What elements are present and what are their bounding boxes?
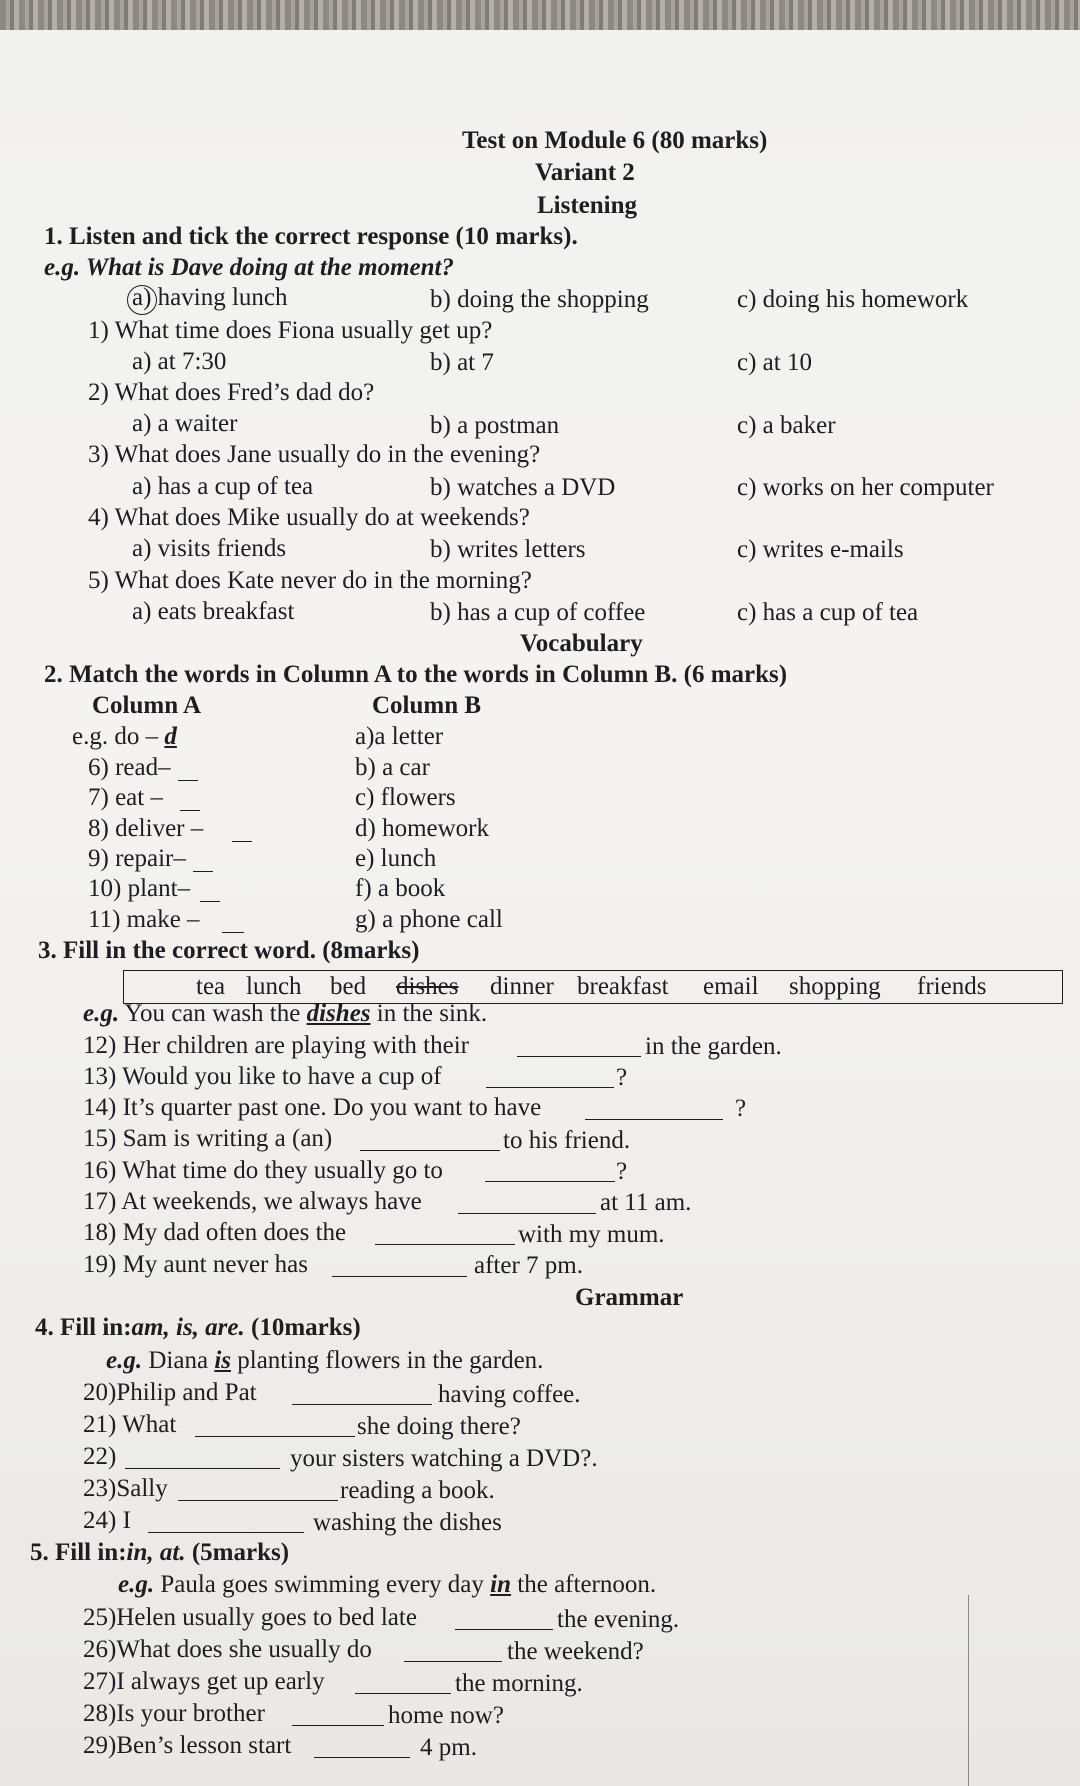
word-bank-item: friends <box>917 973 987 1000</box>
fill-item-14-after: ? <box>735 1095 747 1122</box>
fill-item-15-after: to his friend. <box>503 1127 631 1154</box>
word-bank-item: lunch <box>246 973 302 1000</box>
fill-item-16-after: ? <box>616 1158 628 1185</box>
question-1: 1) What time does Fiona usually get up? <box>88 317 493 344</box>
variant-label: Variant 2 <box>535 159 635 186</box>
answer-blank[interactable] <box>125 1468 280 1469</box>
answer-blank[interactable] <box>314 1757 410 1758</box>
column-a-item: 8) deliver – <box>88 815 204 842</box>
answer-blank[interactable] <box>178 780 198 781</box>
fill-item-17: 17) At weekends, we always have <box>83 1188 422 1215</box>
grammar-item-20: 20)Philip and Pat <box>83 1379 257 1406</box>
answer-blank[interactable] <box>292 1725 384 1726</box>
grammar-heading: Grammar <box>575 1284 684 1311</box>
word-bank-item-used: dishes <box>396 973 459 1000</box>
task-4-words: am, is, are. <box>131 1314 245 1341</box>
example-answer: is <box>214 1347 231 1374</box>
task-4-instruction <box>35 1313 361 1343</box>
example-answer: in <box>490 1571 512 1598</box>
example-text: You can wash the <box>124 1000 307 1027</box>
task-4-example <box>106 1346 543 1376</box>
answer-blank[interactable] <box>360 1150 500 1151</box>
column-a-item: 6) read– <box>88 754 171 781</box>
vocabulary-heading: Vocabulary <box>520 630 643 657</box>
fill-item-18-after: with my mum. <box>518 1221 665 1248</box>
task-1-instruction: 1. Listen and tick the correct response (10 marks). <box>44 223 578 250</box>
grammar-item-25-after: the evening. <box>557 1606 680 1633</box>
answer-blank[interactable] <box>486 1087 614 1088</box>
column-b-item: a)a letter <box>355 723 444 750</box>
answer-blank[interactable] <box>180 810 200 811</box>
answer-blank[interactable] <box>232 841 252 842</box>
answer-blank[interactable] <box>355 1693 451 1694</box>
grammar-item-22: 22) <box>83 1443 117 1470</box>
column-a-item: 7) eat – <box>88 784 163 811</box>
fill-item-17-after: at 11 am. <box>600 1189 692 1216</box>
column-b-item: f) a book <box>355 875 446 902</box>
grammar-item-20-after: having coffee. <box>438 1381 581 1408</box>
column-a-item: 10) plant– <box>88 875 191 902</box>
grammar-item-23: 23)Sally <box>83 1475 168 1502</box>
fill-item-18: 18) My dad often does the <box>83 1219 347 1246</box>
task-5-example <box>118 1570 656 1600</box>
q4-option-a: a) visits friends <box>132 535 287 562</box>
example-text: the afternoon. <box>511 1571 657 1598</box>
fill-item-15: 15) Sam is writing a (an) <box>83 1125 333 1152</box>
answer-blank[interactable] <box>200 901 220 902</box>
grammar-item-25: 25)Helen usually goes to bed late <box>83 1604 417 1631</box>
match-example <box>72 722 177 752</box>
column-b-item: e) lunch <box>355 845 437 872</box>
task-3-instruction: 3. Fill in the correct word. (8marks) <box>38 937 420 964</box>
answer-blank[interactable] <box>193 871 213 872</box>
match-example-answer: d <box>164 723 177 750</box>
column-a-item: 11) make – <box>88 906 200 933</box>
grammar-item-22-after: your sisters watching a DVD?. <box>290 1445 598 1472</box>
grammar-item-24: 24) I <box>83 1507 131 1534</box>
answer-blank[interactable] <box>195 1436 355 1437</box>
grammar-item-23-after: reading a book. <box>340 1477 495 1504</box>
task-5-marks: (5marks) <box>185 1539 290 1566</box>
answer-blank[interactable] <box>517 1056 641 1057</box>
column-a-item: 9) repair– <box>88 845 186 872</box>
fill-item-19-after: after 7 pm. <box>474 1252 583 1279</box>
task-2-instruction: 2. Match the words in Column A to the words in Column B. (6 marks) <box>44 661 788 688</box>
answer-blank[interactable] <box>222 932 244 933</box>
word-bank-item: email <box>703 973 759 1000</box>
word-bank-item: bed <box>330 973 367 1000</box>
grammar-item-27: 27)I always get up early <box>83 1668 325 1695</box>
fill-example <box>83 999 487 1029</box>
question-3: 3) What does Jane usually do in the evening? <box>88 441 541 468</box>
page-fold-line <box>968 1595 969 1786</box>
task-5-words: in, at. <box>126 1539 186 1566</box>
example-text: in the sink. <box>370 1000 488 1027</box>
q5-option-c: c) has a cup of tea <box>737 599 919 626</box>
grammar-item-21: 21) What <box>83 1411 177 1438</box>
example-text: Paula goes swimming every day <box>160 1571 491 1598</box>
q1-option-c: c) at 10 <box>737 349 812 376</box>
example-text: planting flowers in the garden. <box>231 1347 544 1374</box>
column-b-header: Column B <box>372 692 482 719</box>
grammar-item-26: 26)What does she usually do <box>83 1636 372 1663</box>
example-prefix: e.g. <box>106 1347 143 1374</box>
question-4: 4) What does Mike usually do at weekends? <box>88 504 530 531</box>
q3-option-c: c) works on her computer <box>737 474 994 501</box>
fill-item-12: 12) Her children are playing with their <box>83 1032 469 1059</box>
grammar-item-29: 29)Ben’s lesson start <box>83 1732 292 1759</box>
word-bank-item: dinner <box>490 973 554 1000</box>
q4-option-c: c) writes e-mails <box>737 536 904 563</box>
grammar-item-28-after: home now? <box>388 1702 504 1729</box>
column-b-item: d) homework <box>355 815 489 842</box>
q1-option-a: a) at 7:30 <box>132 348 227 375</box>
example-option-b: b) doing the shopping <box>430 286 649 313</box>
q2-option-b: b) a postman <box>430 412 560 439</box>
fill-item-14: 14) It’s quarter past one. Do you want to have <box>83 1094 542 1121</box>
q3-option-b: b) watches a DVD <box>430 474 616 501</box>
q2-option-a: a) a waiter <box>132 410 238 437</box>
task-4-prefix: 4. Fill in: <box>35 1314 132 1341</box>
grammar-item-24-after: washing the dishes <box>313 1509 502 1536</box>
word-bank-item: shopping <box>789 973 881 1000</box>
test-title: Test on Module 6 (80 marks) <box>462 127 768 154</box>
answer-blank[interactable] <box>332 1276 467 1277</box>
column-a-header: Column A <box>92 692 202 719</box>
listening-heading: Listening <box>537 192 638 219</box>
answer-blank[interactable] <box>375 1244 515 1245</box>
grammar-item-29-after: 4 pm. <box>420 1734 477 1761</box>
q2-option-c: c) a baker <box>737 412 836 439</box>
task-5-instruction <box>30 1538 289 1568</box>
grammar-item-26-after: the weekend? <box>507 1638 644 1665</box>
column-b-item: b) a car <box>355 754 430 781</box>
q5-option-a: a) eats breakfast <box>132 598 295 625</box>
q3-option-a: a) has a cup of tea <box>132 473 314 500</box>
word-bank-item: breakfast <box>577 973 669 1000</box>
match-example-prefix: e.g. do – <box>72 723 165 750</box>
answer-blank[interactable] <box>292 1404 432 1405</box>
example-option-c: c) doing his homework <box>737 286 969 313</box>
q4-option-b: b) writes letters <box>430 536 586 563</box>
example-prefix: e.g. <box>83 1000 120 1027</box>
grammar-item-21-after: she doing there? <box>357 1413 521 1440</box>
question-5: 5) What does Kate never do in the morning? <box>88 567 532 594</box>
answer-blank[interactable] <box>148 1532 304 1533</box>
example-option-a: a) having lunch <box>132 284 288 311</box>
answer-blank[interactable] <box>178 1500 338 1501</box>
task-4-marks: (10marks) <box>244 1314 361 1341</box>
answer-blank[interactable] <box>455 1629 553 1630</box>
column-b-item: g) a phone call <box>355 906 503 933</box>
fill-item-19: 19) My aunt never has <box>83 1251 308 1278</box>
answer-blank[interactable] <box>458 1213 596 1214</box>
task-5-prefix: 5. Fill in: <box>30 1539 127 1566</box>
answer-blank[interactable] <box>485 1181 615 1182</box>
answer-blank[interactable] <box>585 1119 723 1120</box>
example-prefix: e.g. <box>118 1571 155 1598</box>
grammar-item-27-after: the morning. <box>455 1670 583 1697</box>
column-b-item: c) flowers <box>355 784 456 811</box>
example-text: Diana <box>148 1347 215 1374</box>
example-answer: dishes <box>306 1000 371 1027</box>
fill-item-13-after: ? <box>616 1064 628 1091</box>
fill-item-12-after: in the garden. <box>645 1033 782 1060</box>
q5-option-b: b) has a cup of coffee <box>430 599 646 626</box>
photo-background-edge <box>0 0 1080 30</box>
task-1-example-question: e.g. What is Dave doing at the moment? <box>44 254 454 281</box>
grammar-item-28: 28)Is your brother <box>83 1700 265 1727</box>
word-bank-item: tea <box>196 973 226 1000</box>
answer-blank[interactable] <box>404 1661 502 1662</box>
q1-option-b: b) at 7 <box>430 349 494 376</box>
fill-item-16: 16) What time do they usually go to <box>83 1157 443 1184</box>
fill-item-13: 13) Would you like to have a cup of <box>83 1063 442 1090</box>
question-2: 2) What does Fred’s dad do? <box>88 379 375 406</box>
